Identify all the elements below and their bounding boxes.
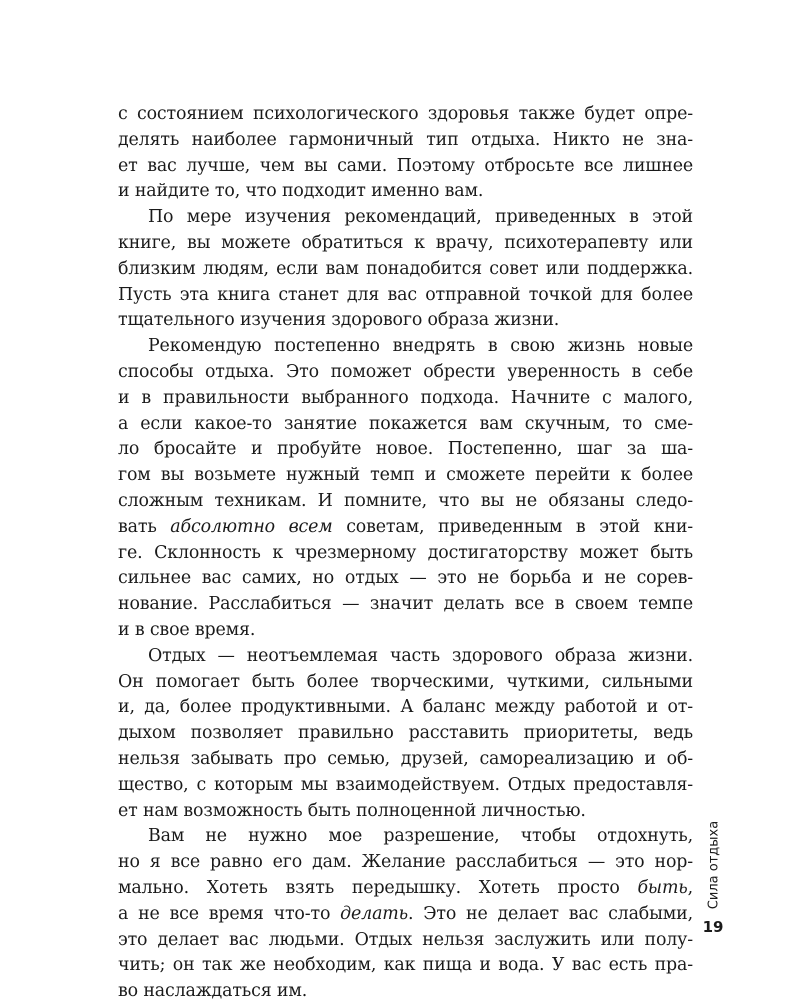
text-line: вать абсолютно всем советам, приведенным в этой кни- xyxy=(118,516,693,537)
paragraph xyxy=(118,205,693,334)
text-line: чить; он так же необходим, как пища и вода. У вас есть пра- xyxy=(118,955,693,976)
text-line: и найдите то, что подходит именно вам. xyxy=(118,181,484,202)
text-line: книге, вы можете обратиться к врачу, психотерапевту или xyxy=(118,232,693,253)
text-line: По мере изучения рекомендаций, приведенных в этой xyxy=(148,207,693,228)
text-line: с состоянием психологического здоровья также будет опре- xyxy=(118,104,693,124)
text-line: способы отдыха. Это поможет обрести уверенность в себе xyxy=(118,361,693,382)
text-line: сложным техникам. И помните, что вы не обязаны следо- xyxy=(118,490,693,511)
text-line: а если какое-то занятие покажется вам скучным, то сме- xyxy=(118,413,693,434)
text-line: Вам не нужно мое разрешение, чтобы отдохнуть, xyxy=(148,826,693,847)
paragraph xyxy=(118,644,693,825)
text-line: ет нам возможность быть полноценной личностью. xyxy=(118,800,586,821)
text-line: делять наиболее гармоничный тип отдыха. Никто не зна- xyxy=(118,129,693,150)
text-line: близким людям, если вам понадобится совет или поддержка. xyxy=(118,258,693,279)
body-text xyxy=(118,102,693,1005)
text-line: щество, с которым мы взаимодействуем. Отдых предоставля- xyxy=(118,774,693,795)
running-header-label: Сила отдыха xyxy=(706,820,722,910)
page-number: 19 xyxy=(702,918,724,936)
text-line: но я все равно его дам. Желание расслабиться — это нор- xyxy=(118,852,693,873)
text-line: Рекомендую постепенно внедрять в свою жизнь новые xyxy=(148,336,693,357)
text-line: Он помогает быть более творческими, чуткими, сильными xyxy=(118,671,693,692)
paragraph xyxy=(118,334,693,644)
text-line: сильнее вас самих, но отдых — это не борьба и не сорев- xyxy=(118,568,693,589)
text-line: Отдых — неотъемлемая часть здорового образа жизни. xyxy=(148,645,693,666)
text-line: во наслаждаться им. xyxy=(118,981,308,1002)
text-line: дыхом позволяет правильно расставить приоритеты, ведь xyxy=(118,723,693,744)
text-line: ет вас лучше, чем вы сами. Поэтому отбросьте все лишнее xyxy=(118,155,693,176)
paragraph xyxy=(118,102,693,205)
text-line: нельзя забывать про семью, друзей, самореализацию и об- xyxy=(118,748,693,769)
text-line: тщательного изучения здорового образа жизни. xyxy=(118,310,560,331)
text-line: и, да, более продуктивными. А баланс между работой и от- xyxy=(118,697,693,718)
text-line: гом вы возьмете нужный темп и сможете перейти к более xyxy=(118,465,693,486)
running-header xyxy=(704,820,724,910)
paragraph xyxy=(118,824,693,1005)
text-line: и в свое время. xyxy=(118,619,256,640)
text-line: а не все время что-то делать. Это не делает вас слабыми, xyxy=(118,903,693,924)
text-line: мально. Хотеть взять передышку. Хотеть просто быть, xyxy=(118,877,693,898)
text-line: и в правильности выбранного подхода. Начните с малого, xyxy=(118,387,693,408)
text-line: ге. Склонность к чрезмерному достигаторству может быть xyxy=(118,542,693,563)
text-line: ло бросайте и пробуйте новое. Постепенно, шаг за ша- xyxy=(118,439,693,460)
text-line: Пусть эта книга станет для вас отправной точкой для более xyxy=(118,284,693,305)
text-line: это делает вас людьми. Отдых нельзя заслужить или полу- xyxy=(118,929,693,950)
text-line: нование. Расслабиться — значит делать все в своем темпе xyxy=(118,594,693,615)
